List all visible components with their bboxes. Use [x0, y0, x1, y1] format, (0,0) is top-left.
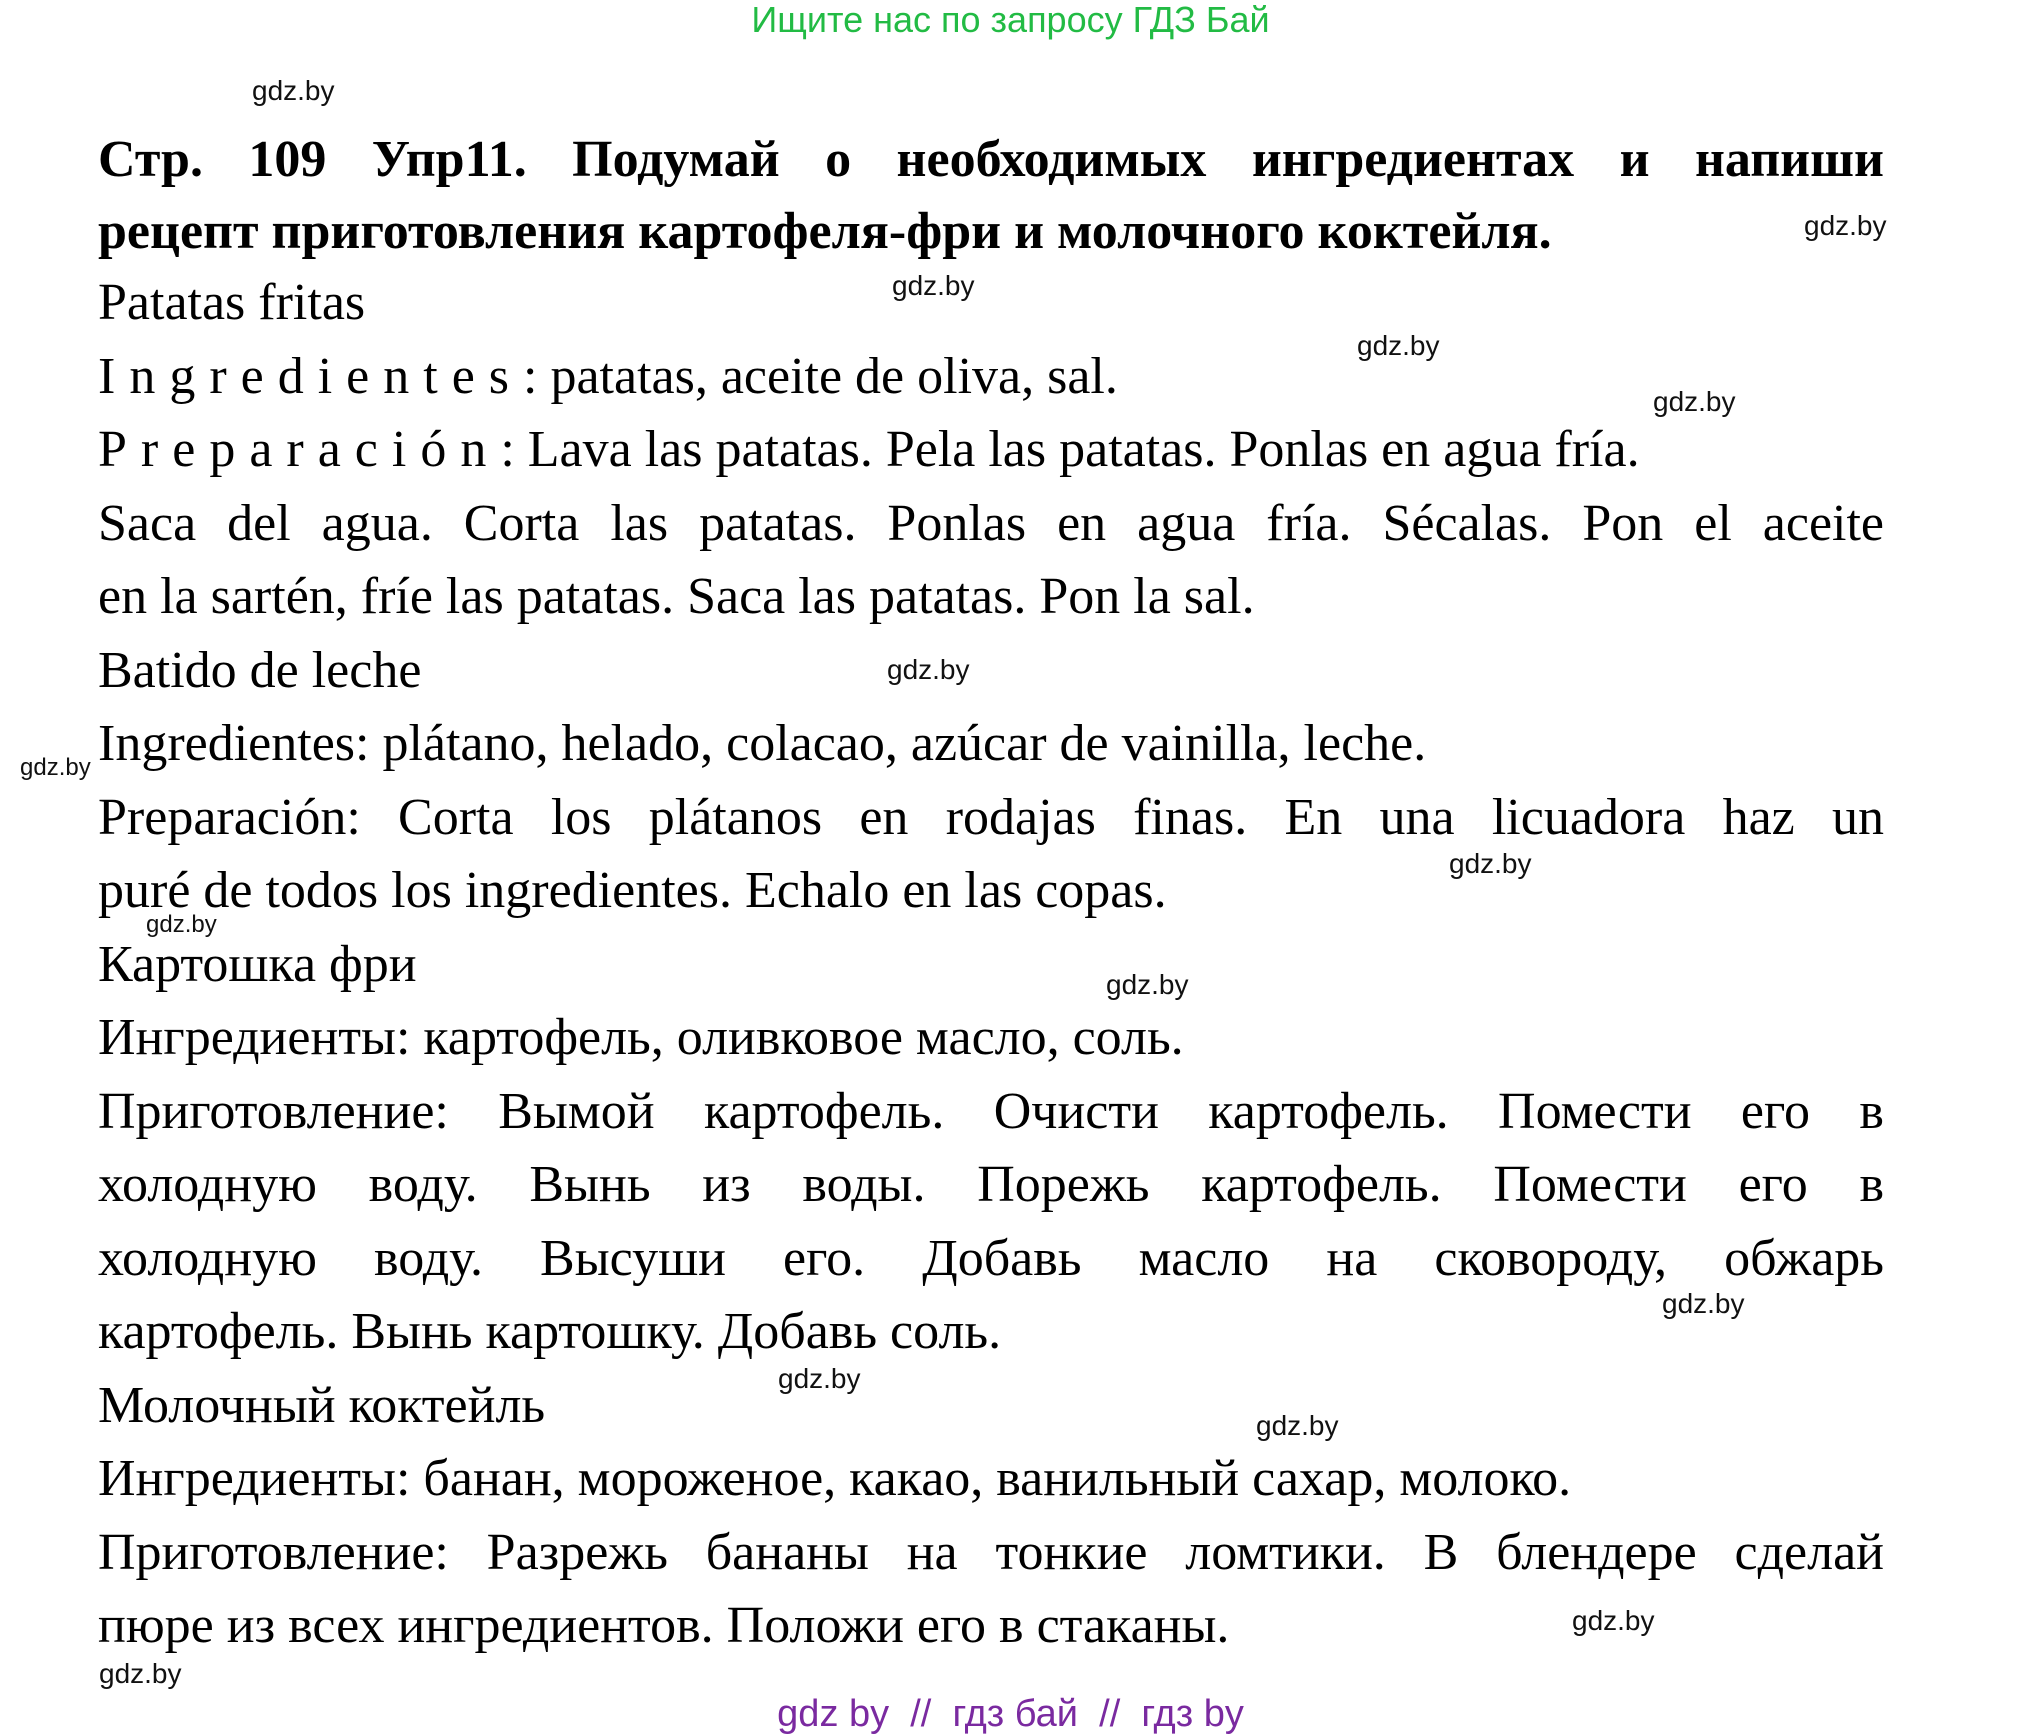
- exercise-title-line-2: рецепт приготовления картофеля-фри и молочного коктейля.: [98, 203, 1552, 260]
- kokteyl-ingredients: Ингредиенты: банан, мороженое, какао, ванильный сахар, молоко.: [98, 1450, 1572, 1507]
- watermark: gdz.by: [1449, 848, 1532, 879]
- watermark: gdz.by: [1572, 1605, 1655, 1636]
- patatas-preparation-line-3: en la sartén, fríe las patatas. Saca las patatas. Pon la sal.: [98, 568, 1255, 625]
- watermark: gdz.by: [892, 270, 975, 301]
- exercise-title: [98, 124, 1898, 268]
- kokteyl-preparation-line-1: Приготовление: Разрежь бананы на тонкие ломтики. В блендере сделай: [98, 1523, 1884, 1581]
- site-footer: gdz by // гдз бай // гдз by: [777, 1693, 1244, 1735]
- watermark: gdz.by: [1653, 386, 1736, 417]
- exercise-answer: [98, 266, 1884, 1663]
- watermark: gdz.by: [146, 911, 217, 938]
- watermark: gdz.by: [1106, 969, 1189, 1000]
- patatas-ingredients-list: : patatas, aceite de oliva, sal.: [523, 347, 1118, 405]
- kartoshka-preparation-line-3: холодную воду. Высуши его. Добавь масло на сковороду, обжарь: [98, 1229, 1884, 1287]
- patatas-preparation-line-2: Saca del agua. Corta las patatas. Ponlas en agua fría. Sécalas. Pon el aceite: [98, 494, 1884, 552]
- watermark: gdz.by: [887, 654, 970, 685]
- exercise-title-line-1: Стр. 109 Упр11. Подумай о необходимых ингредиентах и напиши: [98, 131, 1884, 188]
- watermark: gdz.by: [1804, 210, 1887, 241]
- kartoshka-preparation-line-4: картофель. Вынь картошку. Добавь соль.: [98, 1303, 1002, 1360]
- patatas-ingredients: [98, 340, 1884, 414]
- watermark: gdz.by: [1357, 330, 1440, 361]
- watermark: gdz.by: [1256, 1410, 1339, 1441]
- kartoshka-preparation-line-2: холодную воду. Вынь из воды. Порежь картофель. Помести его в: [98, 1156, 1884, 1213]
- heading-patatas-fritas: Patatas fritas: [98, 274, 366, 331]
- watermark: gdz.by: [20, 754, 91, 781]
- batido-preparation-line-1: Preparación: Corta los plátanos en rodajas finas. En una licuadora haz un: [98, 788, 1884, 846]
- patatas-preparation: [98, 413, 1884, 487]
- heading-molochny-kokteyl: Молочный коктейль: [98, 1376, 546, 1434]
- kartoshka-preparation-line-1: Приготовление: Вымой картофель. Очисти картофель. Помести его в: [98, 1082, 1884, 1140]
- ingredientes-label: Ingredientes: [98, 347, 524, 405]
- watermark: gdz.by: [252, 75, 335, 106]
- heading-kartoshka-fri: Картошка фри: [98, 935, 417, 993]
- patatas-preparation-text: : Lava las patatas. Pela las patatas. Ponlas en agua fría.: [500, 421, 1640, 478]
- heading-batido-de-leche: Batido de leche: [98, 641, 422, 699]
- site-banner: Ищите нас по запросу ГДЗ Бай: [751, 0, 1270, 40]
- batido-ingredients: Ingredientes: plátano, helado, colacao, azúcar de vainilla, leche.: [98, 715, 1427, 772]
- kokteyl-preparation-line-2: пюре из всех ингредиентов. Положи его в стаканы.: [98, 1597, 1230, 1654]
- kartoshka-ingredients: Ингредиенты: картофель, оливковое масло, соль.: [98, 1009, 1184, 1066]
- preparacion-label: Preparación: [98, 421, 501, 478]
- batido-preparation-line-2: puré de todos los ingredientes. Echalo en las copas.: [98, 862, 1167, 919]
- watermark: gdz.by: [1662, 1288, 1745, 1319]
- watermark: gdz.by: [778, 1363, 861, 1394]
- watermark: gdz.by: [99, 1658, 182, 1689]
